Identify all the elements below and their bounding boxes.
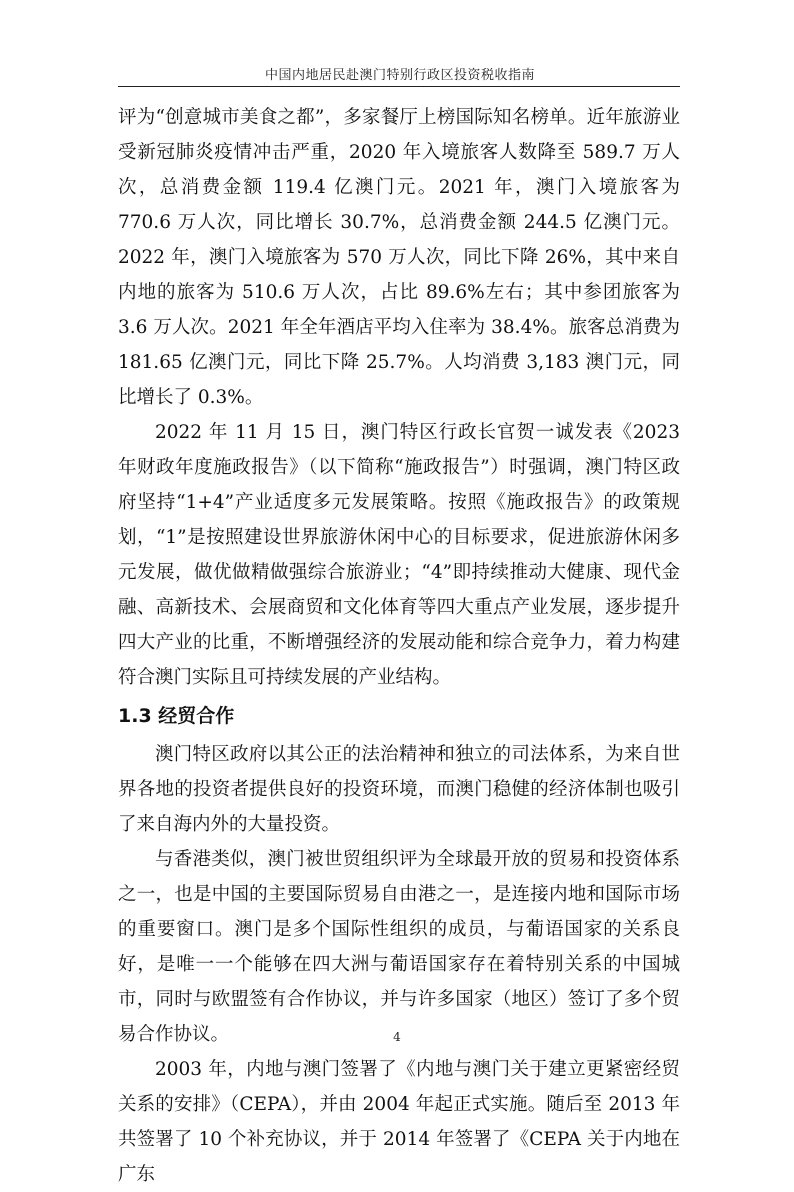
paragraph-policy-address: 2022 年 11 月 15 日，澳门特区行政长官贺一诚发表《2023 年财政年度施政报告》（以下简称“施政报告”）时强调，澳门特区政府坚持“1+4”产业适度多元发展策略。按照《施政报告》的政策规划，“1”是按照建设世界旅游休闲中心的目标要求，促进旅游休闲多元发展，做优做精做强综合旅游业；“4”即持续推动大健康、现代金融、高新技术、会展商贸和文化体育等四大重点产业发展，逐步提升四大产业的比重，不断增强经济的发展动能和综合竞争力，着力构建符合澳门实际且可持续发展的产业结构。 xyxy=(118,422,680,688)
page-number: 4 xyxy=(393,1030,401,1044)
paragraph-tourism-statistics: 评为“创意城市美食之都”，多家餐厅上榜国际知名榜单。近年旅游业受新冠肺炎疫情冲击严重，2020 年入境旅客人数降至 589.7 万人次，总消费金额 119.4 亿澳门元。2021 年，澳门入境旅客为 770.6 万人次，同比增长 30.7%，总消费金额 244.5 亿澳门元。2022 年，澳门入境旅客为 570 万人次，同比下降 26%，其中来自内地的旅客为 510.6 万人次，占比 89.6%左右；其中参团旅客为 3.6 万人次。2021 年全年酒店平均入住率为 38.4%。旅客总消费为 181.65 亿澳门元，同比下降 25.7%。人均消费 3,183 澳门元，同比增长了 0.3%。 xyxy=(118,107,680,408)
paragraph-open-trade: 与香港类似，澳门被世贸组织评为全球最开放的贸易和投资体系之一，也是中国的主要国际贸易自由港之一，是连接内地和国际市场的重要窗口。澳门是多个国际性组织的成员，与葡语国家的关系良好，是唯一一个能够在四大洲与葡语国家存在着特别关系的中国城市，同时与欧盟签有合作协议，并与许多国家（地区）签订了多个贸易合作协议。 xyxy=(118,849,680,1045)
paragraph-cepa: 2003 年，内地与澳门签署了《内地与澳门关于建立更紧密经贸关系的安排》（CEPA），并由 2004 年起正式实施。随后至 2013 年共签署了 10 个补充协议，并于 2014 年签署了《CEPA 关于内地在广东 xyxy=(118,1059,680,1185)
section-heading: 1.3 经贸合作 xyxy=(118,705,235,727)
paragraph-investment-environment: 澳门特区政府以其公正的法治精神和独立的司法体系，为来自世界各地的投资者提供良好的投资环境，而澳门稳健的经济体制也吸引了来自海内外的大量投资。 xyxy=(118,744,680,835)
running-header: 中国内地居民赴澳门特别行政区投资税收指南 xyxy=(264,68,535,83)
header-divider xyxy=(118,86,680,87)
page-body xyxy=(118,100,680,1192)
